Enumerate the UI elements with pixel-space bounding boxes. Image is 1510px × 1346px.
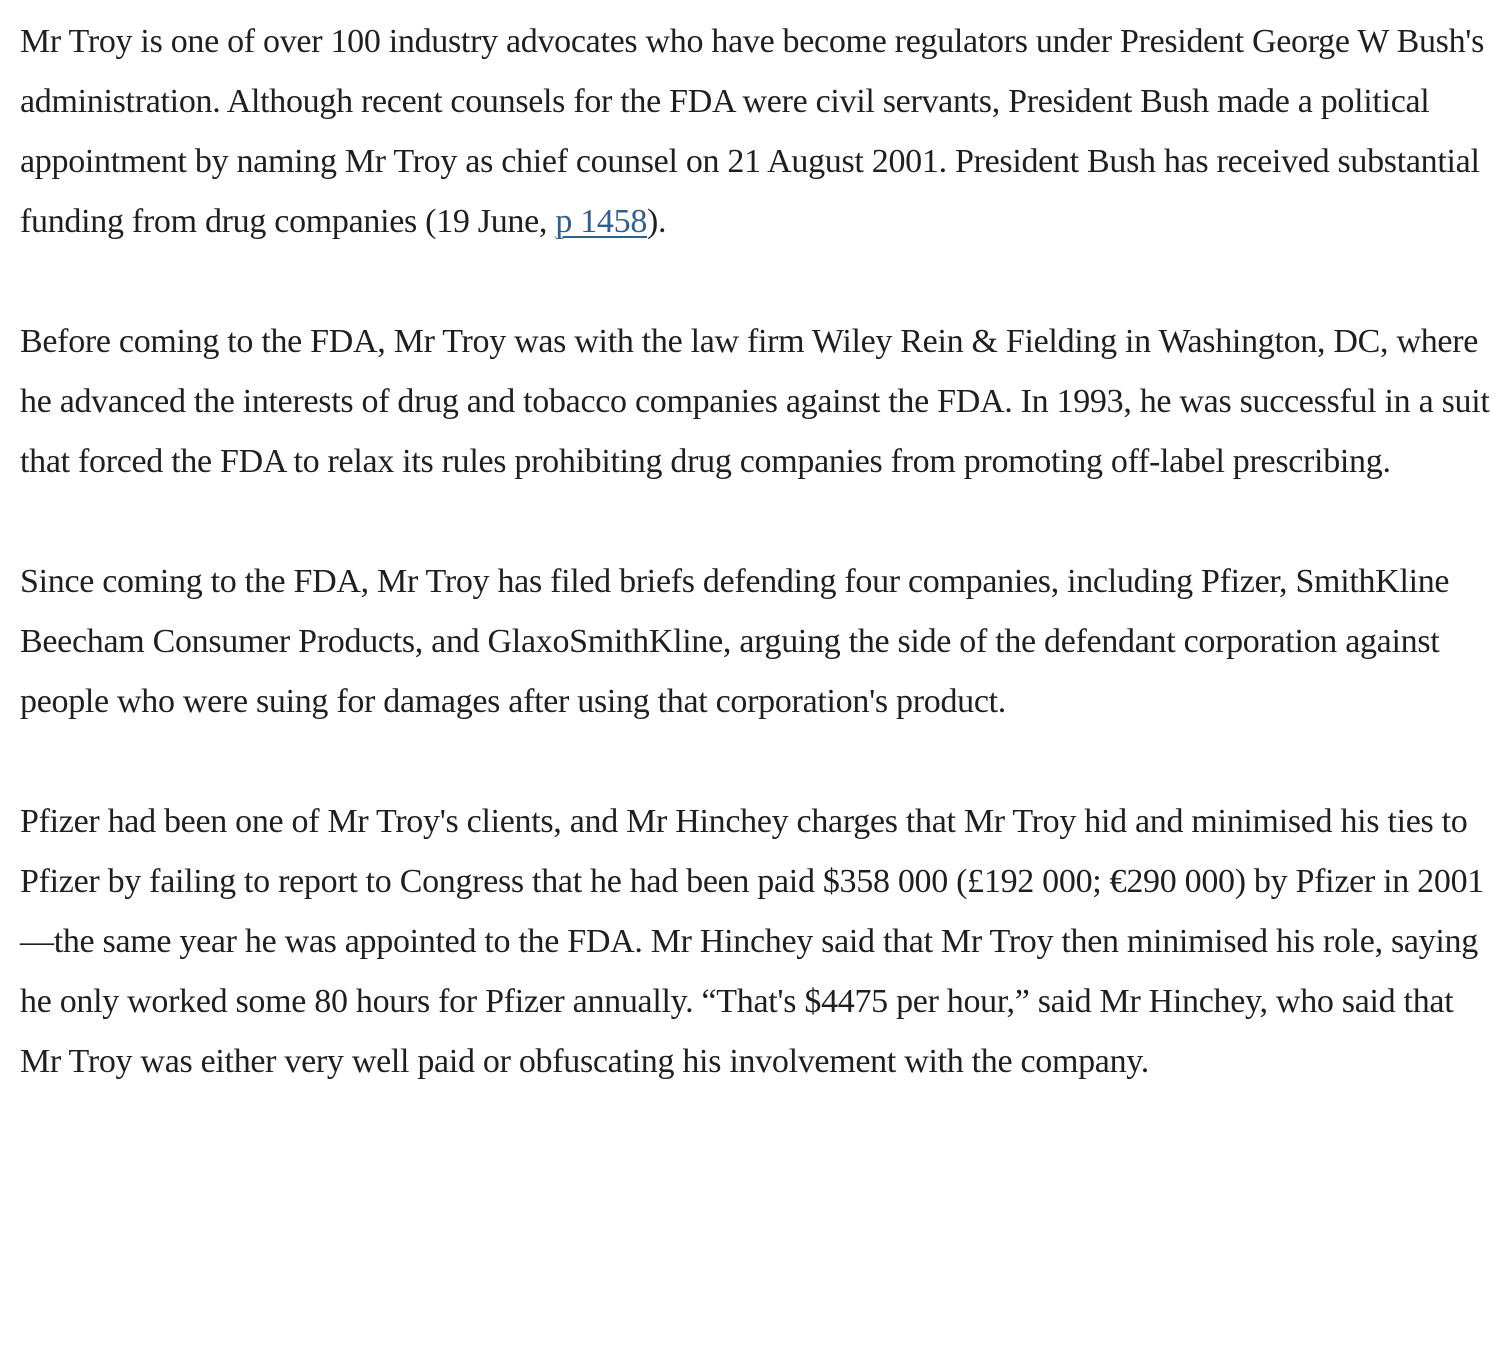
paragraph-appointment-text: Mr Troy is one of over 100 industry advocates who have become regulators under President George W Bush's administration. Although recent counsels for the FDA were civil servants, President Bush made a political appointment by naming Mr Troy as chief counsel on 21 August 2001. President Bush has received substantial funding from drug companies (19 June, (20, 23, 1485, 240)
paragraph-appointment (20, 12, 1500, 252)
paragraph-appointment-closing: ). (647, 203, 667, 240)
paragraph-briefs: Since coming to the FDA, Mr Troy has filed briefs defending four companies, including Pfizer, SmithKline Beecham Consumer Products, and GlaxoSmithKline, arguing the side of the defendant corporation against people who were suing for damages after using that corporation's product. (20, 563, 1450, 720)
paragraph-pfizer-ties: Pfizer had been one of Mr Troy's clients, and Mr Hinchey charges that Mr Troy hid and minimised his ties to Pfizer by failing to report to Congress that he had been paid $358 000 (£192 000; €290 000) by Pfizer in 2001—the same year he was appointed to the FDA. Mr Hinchey said that Mr Troy then minimised his role, saying he only worked some 80 hours for Pfizer annually. “That's $4475 per hour,” said Mr Hinchey, who said that Mr Troy was either very well paid or obfuscating his involvement with the company. (20, 803, 1484, 1080)
paragraph-background: Before coming to the FDA, Mr Troy was with the law firm Wiley Rein & Fielding in Washington, DC, where he advanced the interests of drug and tobacco companies against the FDA. In 1993, he was successful in a suit that forced the FDA to relax its rules prohibiting drug companies from promoting off-label prescribing. (20, 323, 1490, 480)
page-reference-link[interactable]: p 1458 (555, 203, 648, 240)
